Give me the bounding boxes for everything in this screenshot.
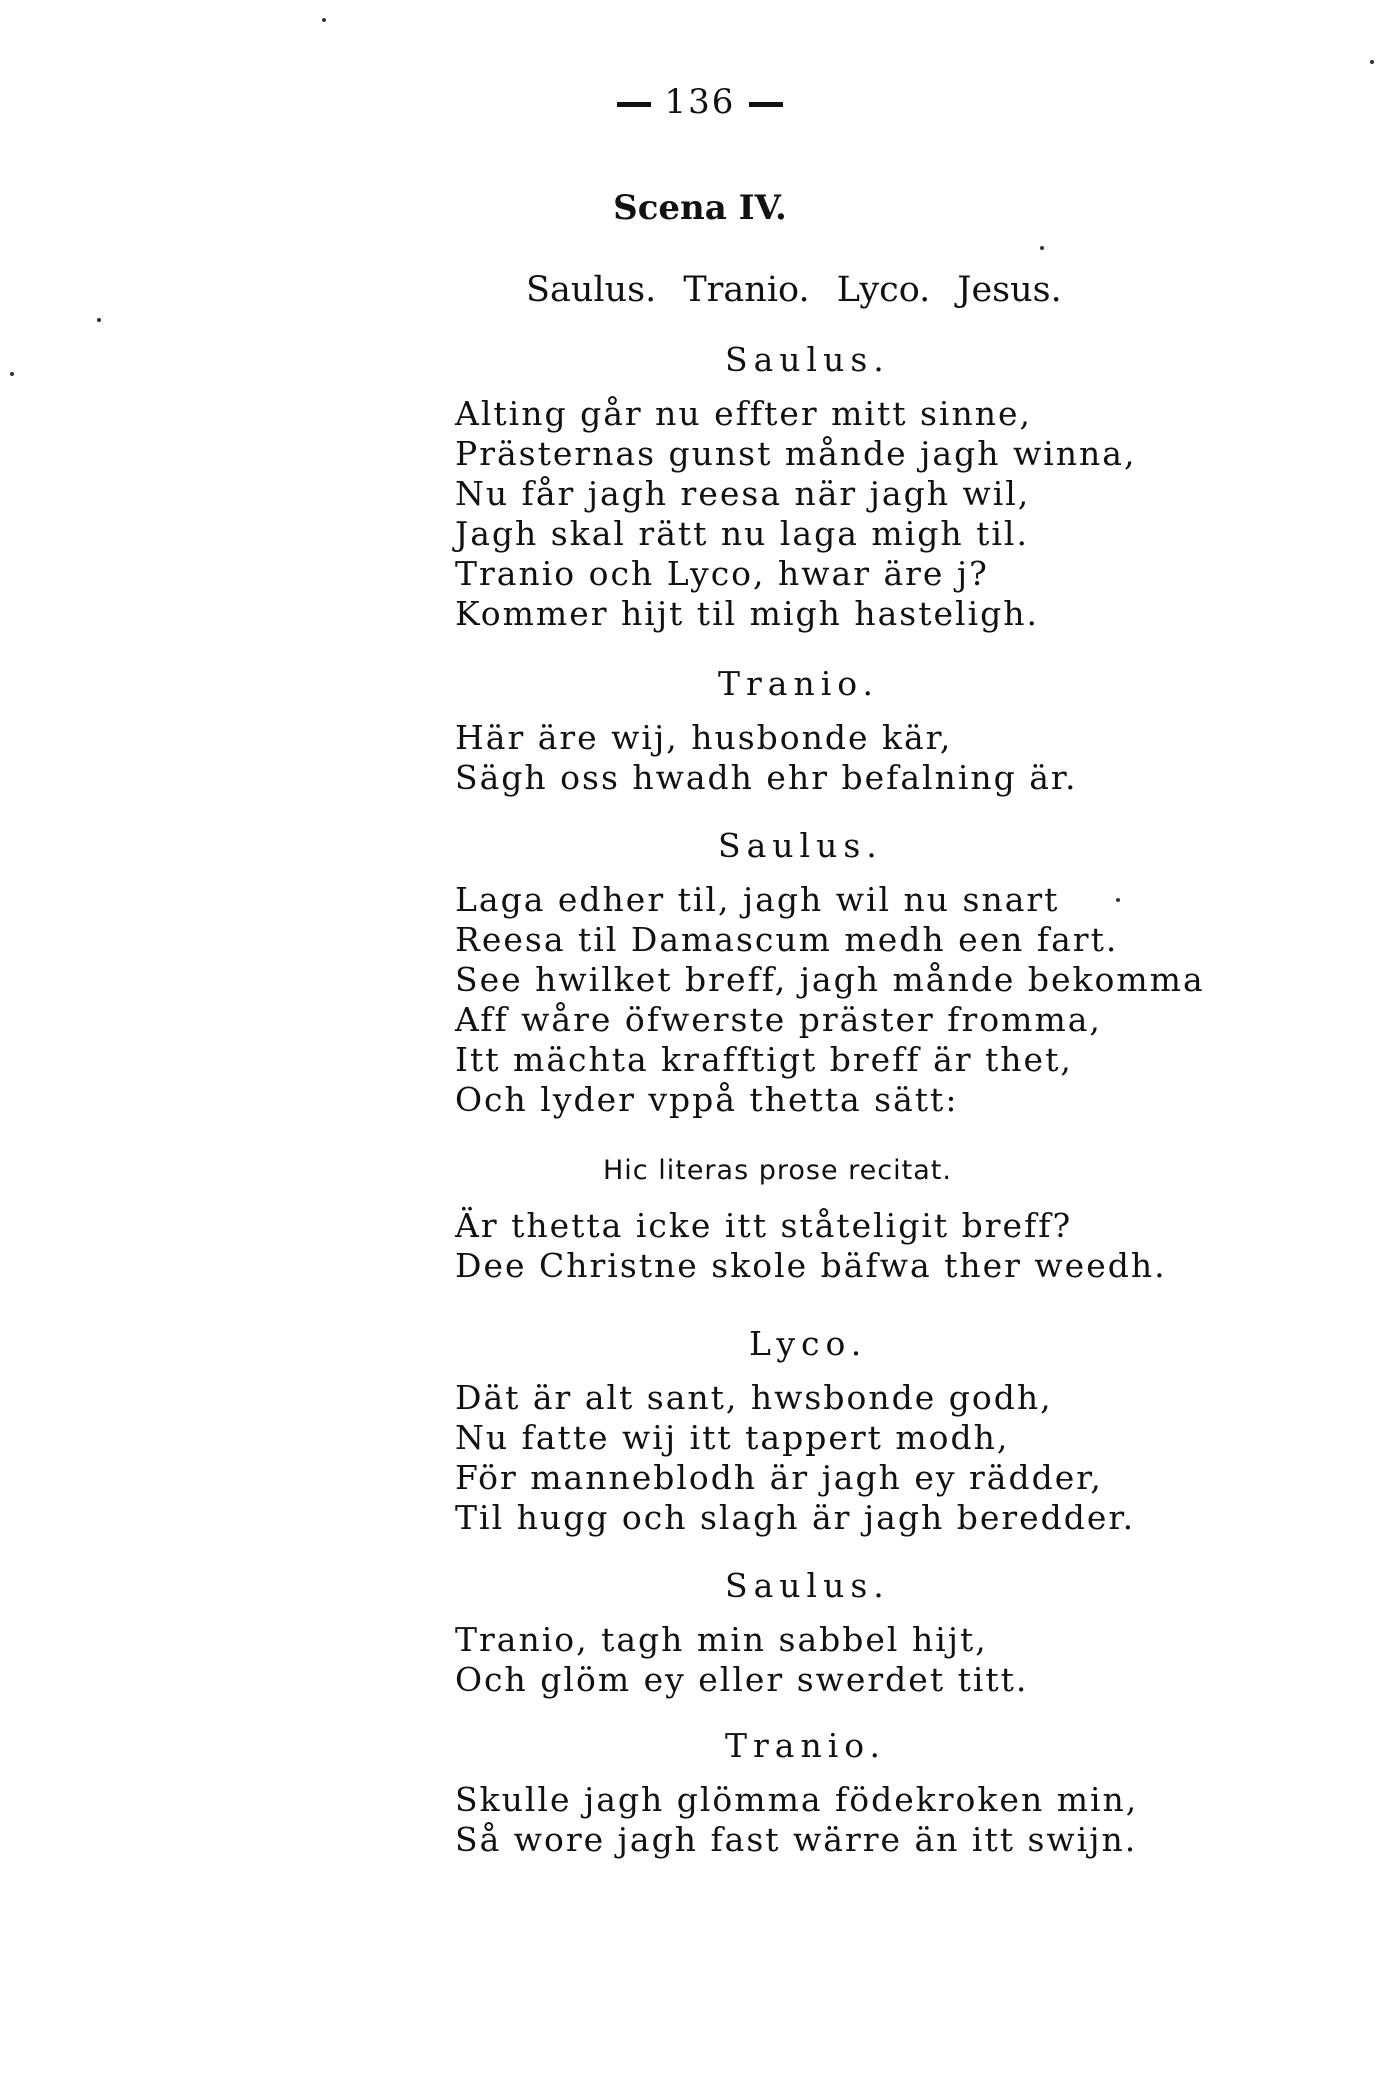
speech-block [455, 826, 1355, 1120]
scan-speck [322, 18, 326, 22]
verse-line: Til hugg och slagh är jagh beredder. [455, 1498, 1136, 1537]
verse-line: Dee Christne skole bäfwa ther weedh. [455, 1246, 1167, 1285]
speech-block [455, 1566, 1355, 1700]
verse-line: Så wore jagh fast wärre än itt swijn. [455, 1820, 1138, 1859]
page-number [0, 82, 1400, 122]
verse-line: Alting går nu effter mitt sinne, [455, 394, 1033, 433]
speaker-name: Saulus. [725, 340, 890, 379]
verse-line: Är thetta icke itt ståteligit breff? [455, 1206, 1073, 1245]
verse-line: Nu får jagh reesa när jagh wil, [455, 474, 1031, 513]
verse-line: Kommer hijt til migh hasteligh. [455, 594, 1040, 633]
verse-line: Prästernas gunst månde jagh winna, [455, 434, 1137, 473]
verse-line: Skulle jagh glömma födekroken min, [455, 1780, 1139, 1819]
dash-left [617, 102, 651, 107]
verse-line: Itt mächta krafftigt breff är thet, [455, 1040, 1073, 1079]
scan-speck [10, 372, 14, 376]
speech-block [455, 1206, 1355, 1286]
verse-line: Tranio och Lyco, hwar äre j? [455, 554, 989, 593]
verse-line: Laga edher til, jagh wil nu snart [455, 880, 1060, 919]
stage-direction: Hic literas prose recitat. [603, 1155, 952, 1186]
speaker-name: Saulus. [718, 826, 883, 865]
verse-line: Och glöm ey eller swerdet titt. [455, 1660, 1029, 1699]
verse-line: Nu fatte wij itt tappert modh, [455, 1418, 1010, 1457]
scan-speck [1370, 60, 1374, 64]
scene-title: Scena IV. [613, 188, 787, 228]
speech-block [455, 1726, 1355, 1860]
verse-line: För manneblodh är jagh ey rädder, [455, 1458, 1103, 1497]
verse-line: Tranio, tagh min sabbel hijt, [455, 1620, 988, 1659]
verse-line: Dät är alt sant, hwsbonde godh, [455, 1378, 1053, 1417]
verse-line: Reesa til Damascum medh een fart. [455, 920, 1119, 959]
verse-line: Här äre wij, husbonde kär, [455, 718, 953, 757]
speaker-name: Saulus. [725, 1566, 890, 1605]
page-number-text: 136 [664, 82, 736, 122]
speech-block [455, 664, 1355, 798]
speech-block [455, 340, 1355, 634]
cast-list: Saulus. Tranio. Lyco. Jesus. [526, 270, 1062, 310]
scan-speck [97, 318, 101, 322]
verse-line: Aff wåre öfwerste präster fromma, [455, 1000, 1102, 1039]
dash-right [749, 102, 783, 107]
scan-speck [1040, 246, 1044, 250]
verse-line: Sägh oss hwadh ehr befalning är. [455, 758, 1078, 797]
verse-line: Jagh skal rätt nu laga migh til. [455, 514, 1029, 553]
speaker-name: Lyco. [749, 1324, 868, 1363]
verse-line: See hwilket breff, jagh månde bekomma [455, 960, 1205, 999]
verse-line: Och lyder vppå thetta sätt: [455, 1080, 959, 1119]
speaker-name: Tranio. [725, 1726, 887, 1765]
speech-block [455, 1324, 1355, 1538]
speaker-name: Tranio. [718, 664, 880, 703]
